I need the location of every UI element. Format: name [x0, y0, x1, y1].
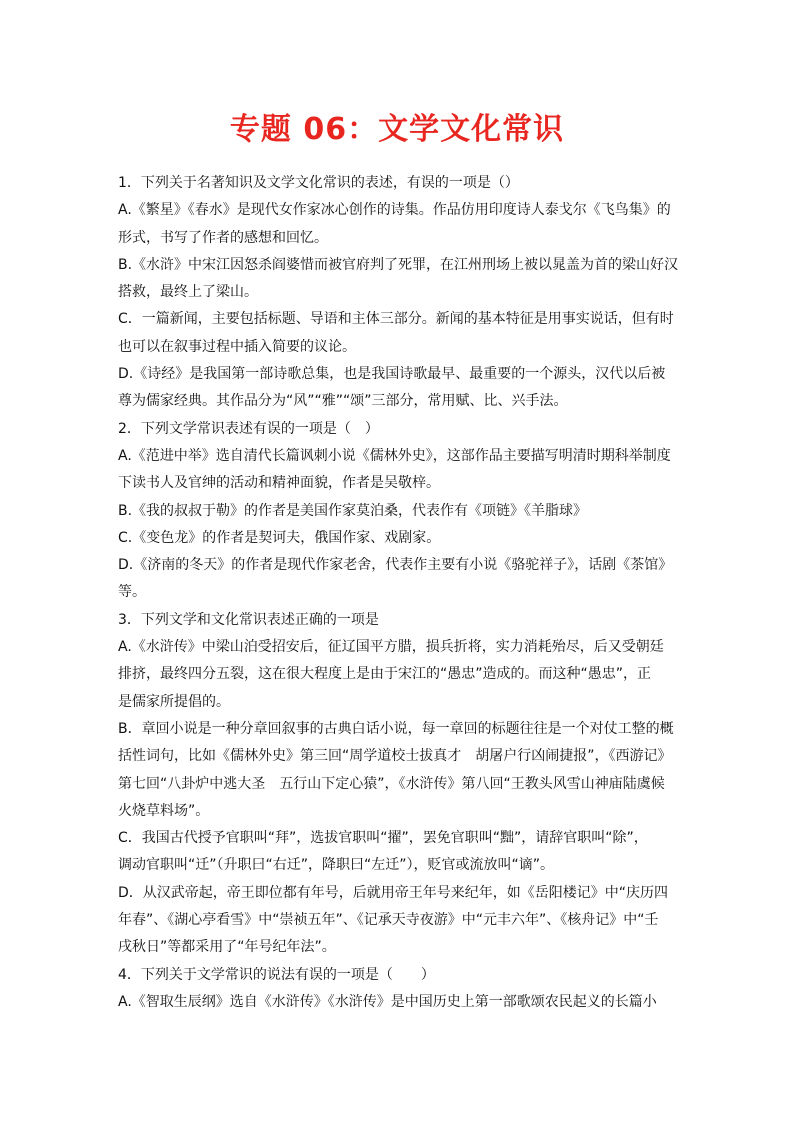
- text-line: 括性词句，比如《儒林外史》第三回“周学道校士拔真才 胡屠户行凶闹捷报”，《西游记》: [118, 748, 672, 765]
- text-line: 搭救，最终上了梁山。: [118, 284, 258, 301]
- text-line: 形式，书写了作者的感想和回忆。: [118, 229, 328, 246]
- text-line: 是儒家所提倡的。: [118, 693, 230, 710]
- text-line: C.《变色龙》的作者是契诃夫，俄国作家、戏剧家。: [118, 529, 441, 546]
- text-line: A.《繁星》《春水》是现代女作家冰心创作的诗集。作品仿用印度诗人泰戈尔《飞鸟集》的: [118, 202, 671, 219]
- text-line: A.《范进中举》选自清代长篇讽刺小说《儒林外史》，这部作品主要描写明清时期科举制度: [118, 447, 671, 464]
- text-line: 4．下列关于文学常识的说法有误的一项是（ ）: [118, 966, 435, 983]
- text-line: 第七回“八卦炉中逃大圣 五行山下定心猿”，《水浒传》第八回“王教头风雪山神庙陆虞候: [118, 775, 665, 792]
- text-line: 等。: [118, 584, 146, 601]
- text-line: 2．下列文学常识表述有误的一项是（ ）: [118, 420, 379, 437]
- text-line: 尊为儒家经典。其作品分为“风”“雅”“颂”三部分，常用赋、比、兴手法。: [118, 393, 568, 410]
- text-line: 年春”、《湖心亭看雪》中“崇祯五年”、《记承天寺夜游》中“元丰六年”、《核舟记》中“壬: [118, 912, 659, 929]
- text-line: B.《我的叔叔于勒》的作者是美国作家莫泊桑，代表作有《项链》《羊脂球》: [118, 502, 588, 519]
- text-line: A.《水浒传》中梁山泊受招安后，征辽国平方腊，损兵折将，实力消耗殆尽，后又受朝廷: [118, 639, 664, 656]
- text-line: D．从汉武帝起，帝王即位都有年号，后就用帝王年号来纪年，如《岳阳楼记》中“庆历四: [118, 884, 669, 901]
- text-line: B．章回小说是一种分章回叙事的古典白话小说，每一章回的标题往往是一个对仗工整的概: [118, 720, 674, 737]
- text-line: 排挤，最终四分五裂，这在很大程度上是由于宋江的“愚忠”造成的。而这种“愚忠”，正: [118, 666, 652, 683]
- text-line: D.《济南的冬天》的作者是现代作家老舍，代表作主要有小说《骆驼祥子》，话剧《茶馆》: [118, 557, 673, 574]
- text-line: 3．下列文学和文化常识表述正确的一项是: [118, 611, 379, 628]
- text-line: C．一篇新闻，主要包括标题、导语和主体三部分。新闻的基本特征是用事实说话，但有时: [118, 311, 674, 328]
- page-title: 专题 06：文学文化常识: [229, 112, 565, 147]
- text-line: D.《诗经》是我国第一部诗歌总集，也是我国诗歌最早、最重要的一个源头，汉代以后被: [118, 366, 666, 383]
- text-line: 也可以在叙事过程中插入简要的议论。: [118, 338, 356, 355]
- text-line: A.《智取生辰纲》选自《水浒传》《水浒传》是中国历史上第一部歌颂农民起义的长篇小: [118, 993, 657, 1010]
- text-line: 戌秋日”等都采用了“年号纪年法”。: [118, 939, 336, 956]
- document-body: [118, 170, 678, 1016]
- text-line: 调动官职叫“迁”（升职曰“右迁”，降职曰“左迁”），贬官或流放叫“谪”。: [118, 857, 555, 874]
- text-line: 火烧草料场”。: [118, 802, 210, 819]
- text-line: C．我国古代授予官职叫“拜”，选拔官职叫“擢”，罢免官职叫“黜”，请辞官职叫“除”，: [118, 830, 648, 847]
- text-line: B.《水浒》中宋江因怒杀阎婆惜而被官府判了死罪，在江州刑场上被以晁盖为首的梁山好汉: [118, 256, 679, 273]
- text-line: 下读书人及官绅的活动和精神面貌，作者是吴敬梓。: [118, 475, 440, 492]
- text-line: 1．下列关于名著知识及文学文化常识的表述，有误的一项是（）: [118, 175, 519, 191]
